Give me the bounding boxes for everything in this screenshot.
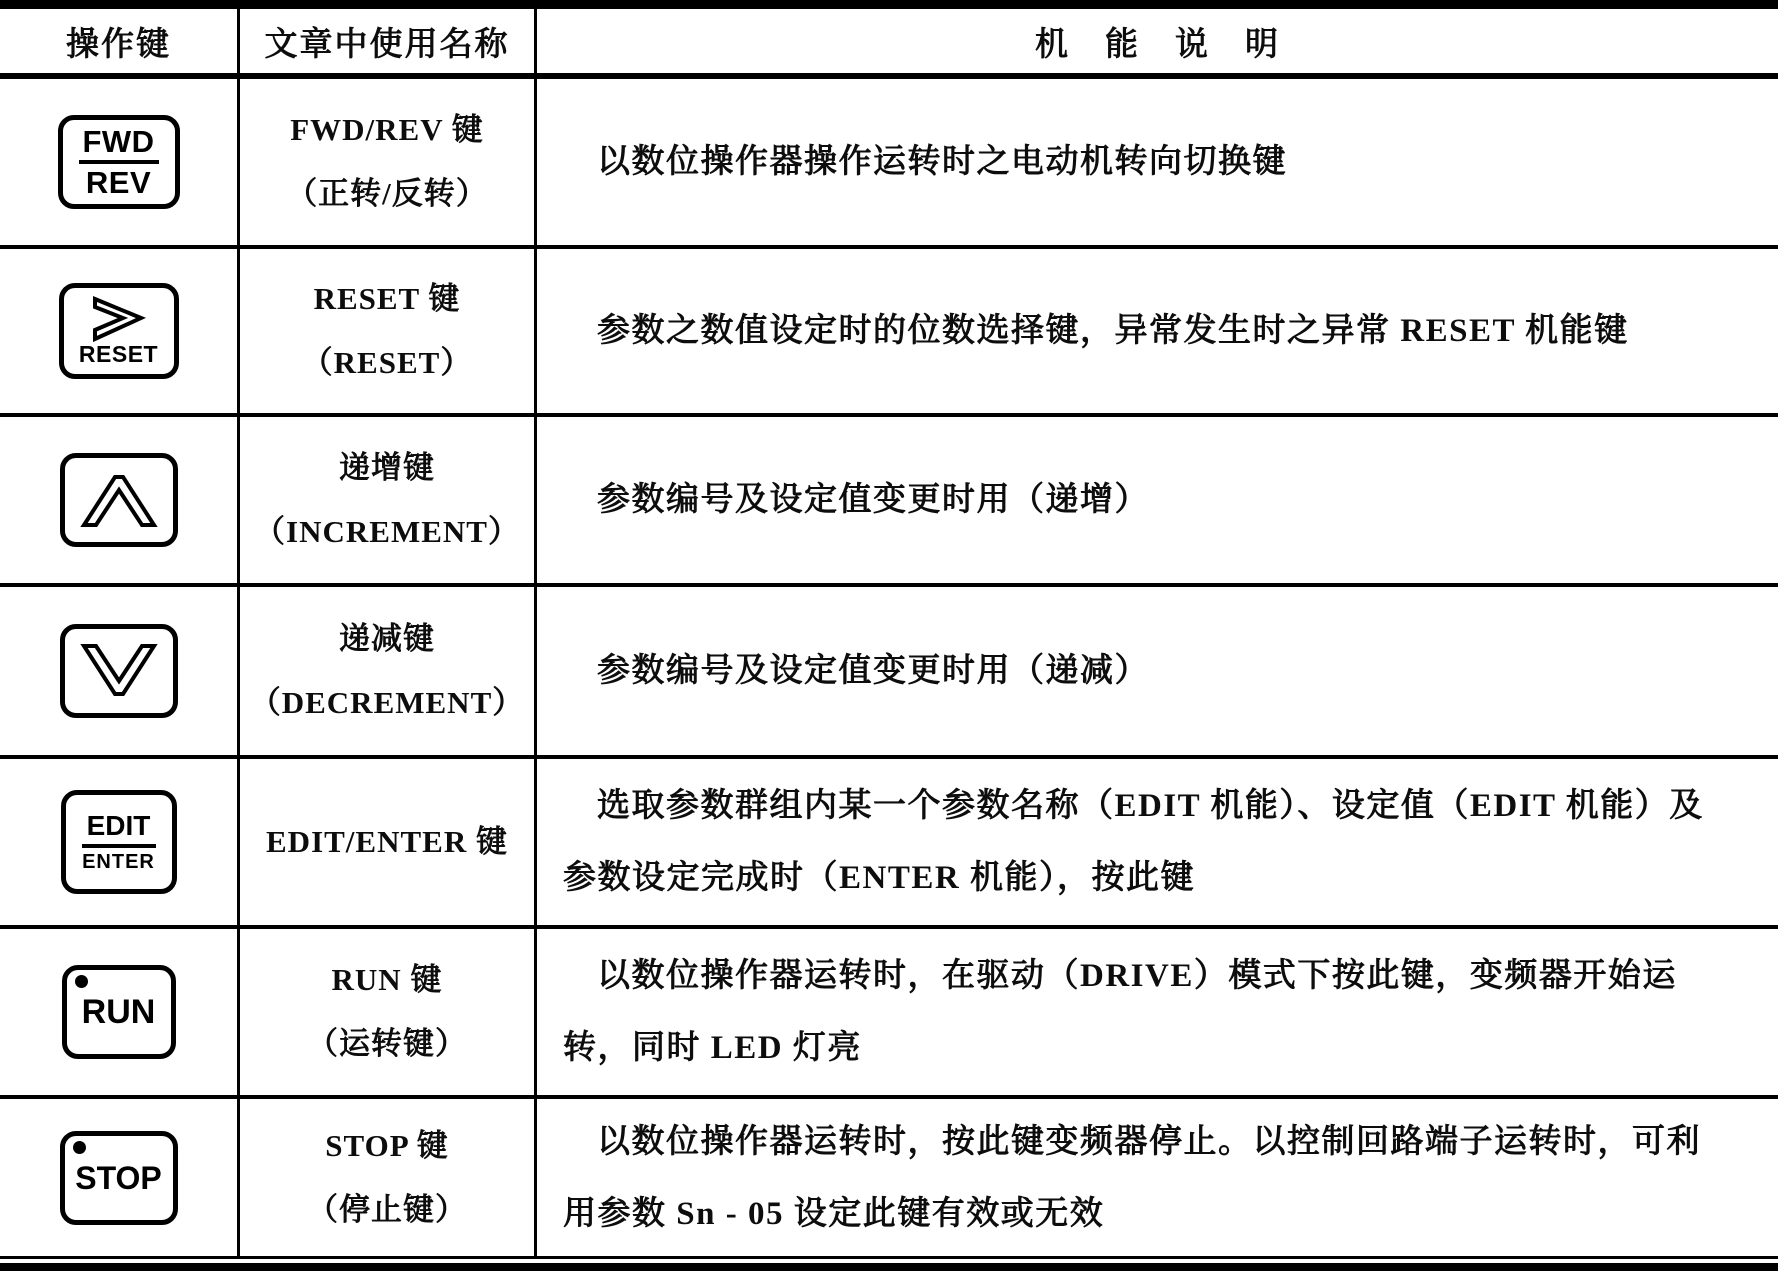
- run-key: [62, 965, 176, 1059]
- key-name-sub: （INCREMENT）: [254, 514, 520, 549]
- fwd-rev-key: [58, 115, 180, 209]
- key-divider-line: [79, 160, 159, 164]
- key-divider-line: [82, 844, 156, 848]
- table-row-name-cell: [240, 1099, 537, 1259]
- table-row-name-cell: [240, 587, 537, 759]
- table-bottom-bar: [0, 1263, 1778, 1271]
- key-description: 选取参数群组内某一个参数名称（EDIT 机能）、设定值（EDIT 机能）及参数设定完成时（ENTER 机能），按此键: [563, 788, 1704, 896]
- enter-label: ENTER: [82, 851, 155, 873]
- table-row-name-cell: [240, 929, 537, 1099]
- key-description: 以数位操作器运转时，在驱动（DRIVE）模式下按此键，变频器开始运转，同时 LED 灯亮: [563, 958, 1677, 1066]
- table-row-name-cell: [240, 417, 537, 587]
- key-name: RUN 键: [331, 962, 443, 997]
- table-row-desc-cell: [537, 759, 1778, 929]
- increment-key: [60, 453, 178, 547]
- table-row-key-cell: [0, 587, 240, 759]
- table-row-desc-cell: [537, 1099, 1778, 1259]
- table-bottom-rule: [0, 1263, 1778, 1271]
- key-name: EDIT/ENTER 键: [266, 824, 508, 859]
- decrement-key: [60, 624, 178, 718]
- header-function-description: 机 能 说 明: [537, 9, 1778, 79]
- led-dot-icon: [73, 1141, 86, 1154]
- table-row-desc-cell: [537, 417, 1778, 587]
- chevron-right-icon: [87, 296, 151, 342]
- table-row-key-cell: [0, 249, 240, 417]
- key-description: 以数位操作器运转时，按此键变频器停止。以控制回路端子运转时，可利用参数 Sn - 05 设定此键有效或无效: [563, 1123, 1701, 1232]
- key-name-sub: （正转/反转）: [286, 176, 488, 211]
- key-name: FWD/REV 键: [290, 112, 484, 147]
- edit-enter-key: [61, 790, 177, 894]
- key-description: 以数位操作器操作运转时之电动机转向切换键: [597, 144, 1287, 180]
- table-row-key-cell: [0, 1099, 240, 1259]
- reset-key: [59, 283, 179, 379]
- stop-label: STOP: [75, 1159, 162, 1196]
- table-row-name-cell: [240, 249, 537, 417]
- key-name-sub: （停止键）: [307, 1191, 467, 1227]
- reset-label: RESET: [78, 341, 159, 367]
- key-description: 参数之数值设定时的位数选择键，异常发生时之异常 RESET 机能键: [597, 313, 1629, 349]
- chevron-up-icon: [76, 471, 162, 529]
- header-name-in-text: 文章中使用名称: [240, 9, 537, 79]
- key-name-sub: （DECREMENT）: [249, 685, 525, 720]
- key-name: 递增键: [339, 450, 435, 485]
- table-row-desc-cell: [537, 79, 1778, 249]
- table-row-desc-cell: [537, 587, 1778, 759]
- key-name-sub: （RESET）: [301, 345, 473, 380]
- key-name: RESET 键: [313, 281, 461, 316]
- chevron-down-icon: [76, 642, 162, 700]
- key-name: 递减键: [339, 621, 435, 656]
- table-row-desc-cell: [537, 929, 1778, 1099]
- header-operation-key: 操作键: [0, 9, 240, 79]
- key-description: 参数编号及设定值变更时用（递减）: [597, 653, 1149, 689]
- stop-key: [60, 1131, 178, 1225]
- key-name: STOP 键: [325, 1127, 449, 1163]
- led-dot-icon: [75, 975, 88, 988]
- fwd-label: FWD: [82, 124, 155, 159]
- table-row-key-cell: [0, 929, 240, 1099]
- table-row-key-cell: [0, 759, 240, 929]
- key-name-sub: （运转键）: [307, 1026, 467, 1061]
- edit-label: EDIT: [86, 810, 151, 841]
- table-row-desc-cell: [537, 249, 1778, 417]
- rev-label: REV: [85, 165, 152, 200]
- table-row-key-cell: [0, 79, 240, 249]
- table-row-name-cell: [240, 759, 537, 929]
- run-label: RUN: [81, 993, 156, 1031]
- table-row-key-cell: [0, 417, 240, 587]
- key-description: 参数编号及设定值变更时用（递增）: [597, 482, 1149, 518]
- table-row-name-cell: [240, 79, 537, 249]
